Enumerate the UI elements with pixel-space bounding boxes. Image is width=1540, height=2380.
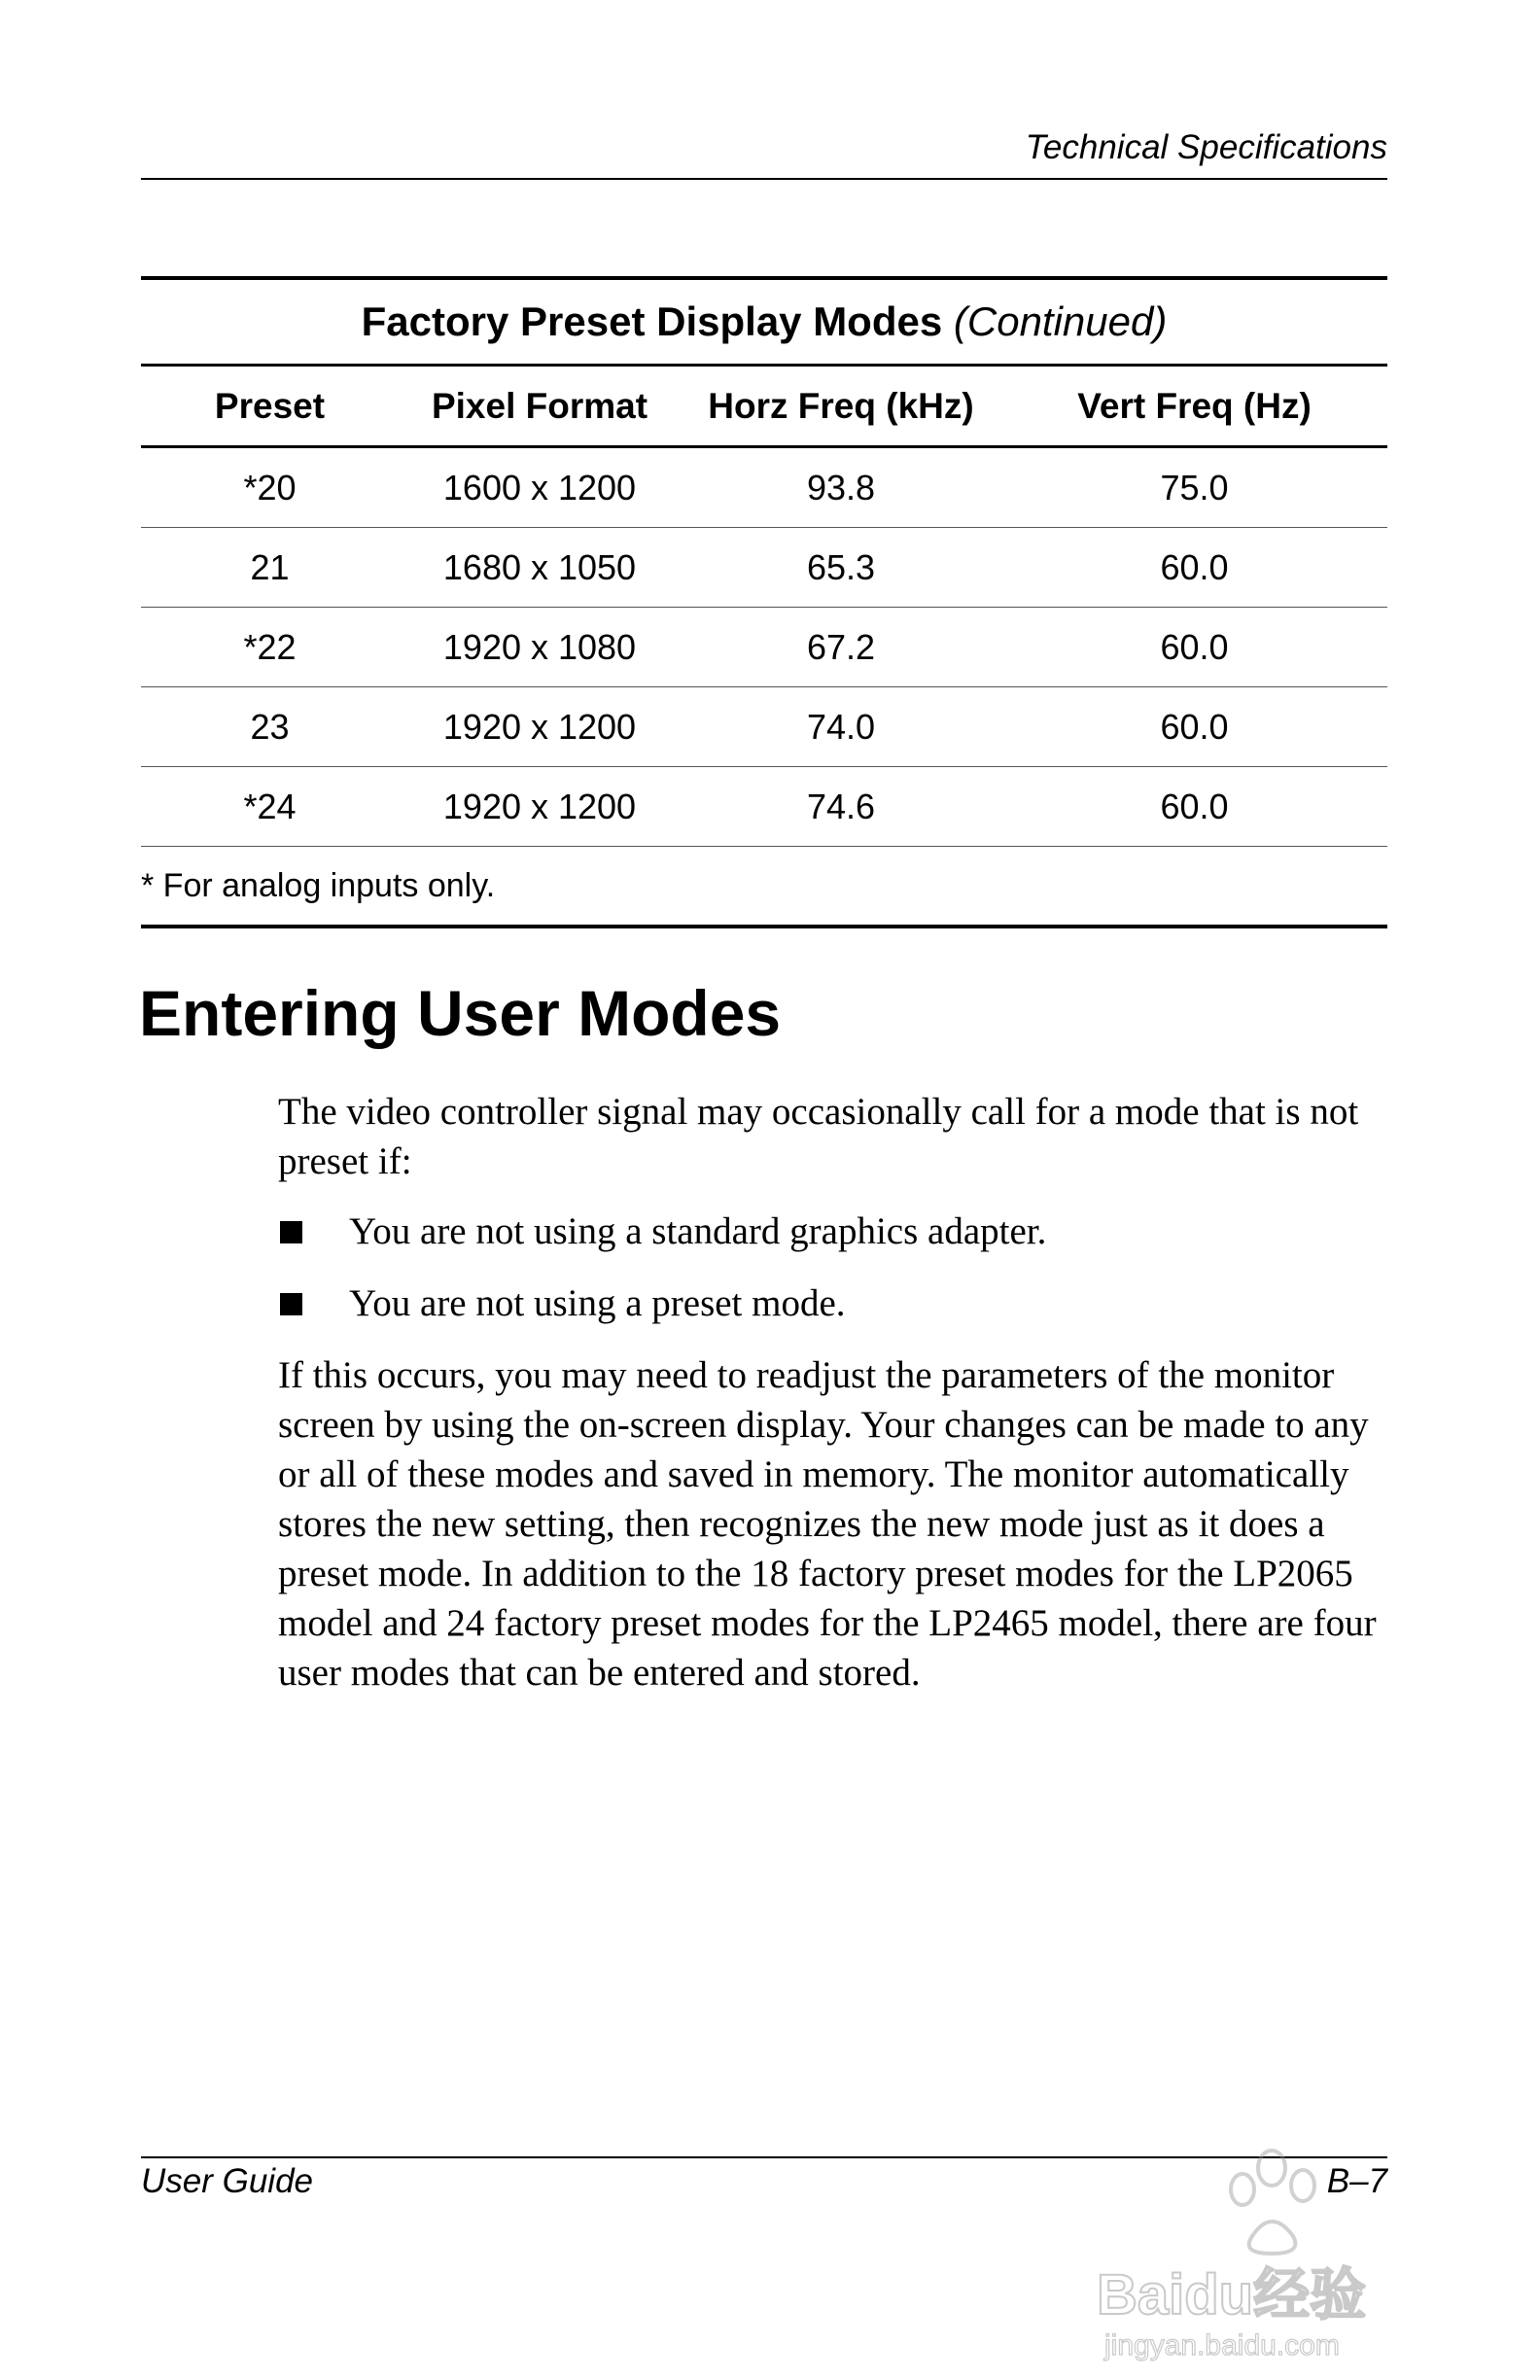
list-item bbox=[278, 1207, 1391, 1256]
cell-vert-freq: 75.0 bbox=[1001, 447, 1387, 528]
table-caption-row bbox=[141, 278, 1387, 366]
table-row bbox=[141, 447, 1387, 528]
table-row bbox=[141, 608, 1387, 687]
square-bullet-icon bbox=[280, 1293, 302, 1315]
list-item-text: You are not using a standard graphics adapter. bbox=[349, 1210, 1047, 1252]
intro-paragraph: The video controller signal may occasionally call for a mode that is not preset if: bbox=[278, 1091, 1359, 1182]
table-row bbox=[141, 528, 1387, 608]
table-header-row bbox=[141, 366, 1387, 447]
cell-horz-freq: 67.2 bbox=[681, 608, 1001, 687]
table-caption bbox=[141, 278, 1387, 366]
table-row bbox=[141, 687, 1387, 767]
page-number: B–7 bbox=[1326, 2162, 1387, 2200]
list-item bbox=[278, 1278, 1391, 1328]
cell-preset: *24 bbox=[141, 767, 399, 847]
cell-pixel-format: 1680 x 1050 bbox=[399, 528, 681, 608]
cell-preset: *20 bbox=[141, 447, 399, 528]
cell-preset: *22 bbox=[141, 608, 399, 687]
column-header-pixel-format: Pixel Format bbox=[399, 366, 681, 447]
table-row bbox=[141, 767, 1387, 847]
cell-preset: 21 bbox=[141, 528, 399, 608]
factory-preset-table bbox=[141, 276, 1387, 928]
baidu-watermark-logo bbox=[1087, 2129, 1456, 2362]
column-header-vert-freq: Vert Freq (Hz) bbox=[1001, 366, 1387, 447]
running-header: Technical Specifications bbox=[1025, 128, 1387, 166]
header-rule bbox=[141, 178, 1387, 180]
cell-vert-freq: 60.0 bbox=[1001, 687, 1387, 767]
table-footnote: * For analog inputs only. bbox=[141, 847, 1387, 928]
cell-preset: 23 bbox=[141, 687, 399, 767]
cell-pixel-format: 1920 x 1200 bbox=[399, 767, 681, 847]
watermark-brand: Baidu经验 bbox=[1097, 2263, 1367, 2327]
cell-vert-freq: 60.0 bbox=[1001, 608, 1387, 687]
section-body bbox=[278, 1087, 1391, 1698]
table-caption-continued: (Continued) bbox=[953, 298, 1168, 344]
footer-document-title: User Guide bbox=[141, 2162, 314, 2200]
column-header-horz-freq: Horz Freq (kHz) bbox=[681, 366, 1001, 447]
section-heading: Entering User Modes bbox=[139, 977, 782, 1049]
body-paragraph: If this occurs, you may need to readjust the parameters of the monitor screen by using the on-screen display. Your changes can be made to any or all of these modes and saved in memory. The monitor automatically stores the new setting, then recognizes the new mode just as it does a preset mode. In addition to the 18 factory preset modes for the LP2065 model and 24 factory preset modes for the LP2465 model, there are four user modes that can be entered and stored. bbox=[278, 1354, 1377, 1694]
table-caption-title: Factory Preset Display Modes bbox=[361, 298, 943, 344]
cell-vert-freq: 60.0 bbox=[1001, 528, 1387, 608]
watermark-url: jingyan.baidu.com bbox=[1104, 2329, 1340, 2362]
cell-pixel-format: 1920 x 1200 bbox=[399, 687, 681, 767]
cell-horz-freq: 74.0 bbox=[681, 687, 1001, 767]
cell-vert-freq: 60.0 bbox=[1001, 767, 1387, 847]
list-item-text: You are not using a preset mode. bbox=[349, 1282, 846, 1324]
square-bullet-icon bbox=[280, 1221, 302, 1243]
column-header-preset: Preset bbox=[141, 366, 399, 447]
cell-pixel-format: 1600 x 1200 bbox=[399, 447, 681, 528]
table-footnote-row bbox=[141, 847, 1387, 928]
cell-horz-freq: 65.3 bbox=[681, 528, 1001, 608]
cell-pixel-format: 1920 x 1080 bbox=[399, 608, 681, 687]
cell-horz-freq: 74.6 bbox=[681, 767, 1001, 847]
condition-list bbox=[278, 1207, 1391, 1328]
cell-horz-freq: 93.8 bbox=[681, 447, 1001, 528]
